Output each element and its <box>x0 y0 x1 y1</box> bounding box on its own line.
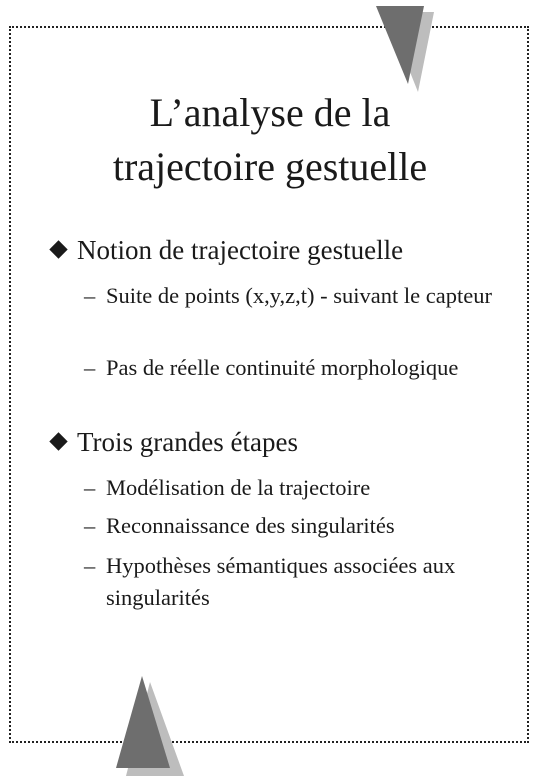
bullet-label: Notion de trajectoire gestuelle <box>77 235 404 265</box>
dash-bullet-icon: – <box>84 475 96 500</box>
slide-title <box>40 86 500 194</box>
sub-bullet-item <box>84 550 504 614</box>
sub-bullet-item <box>84 280 504 312</box>
sub-bullet-label: Modélisation de la trajectoire <box>106 475 371 500</box>
dash-bullet-icon: – <box>84 355 96 380</box>
bullet-item <box>48 234 518 266</box>
slide-title-line-2: trajectoire gestuelle <box>112 144 428 189</box>
dash-bullet-icon: – <box>84 283 96 308</box>
diamond-bullet-icon <box>49 432 67 450</box>
bullet-label: Trois grandes étapes <box>77 427 298 457</box>
dash-bullet-icon: – <box>84 513 96 538</box>
decorative-triangle-top <box>372 6 434 92</box>
bullet-item <box>48 426 518 458</box>
sub-bullet-label: Reconnaissance des singularités <box>106 513 395 538</box>
sub-bullet-item <box>84 472 504 504</box>
sub-bullet-label: Suite de points (x,y,z,t) - suivant le capteur <box>106 283 492 308</box>
sub-bullet-label: Pas de réelle continuité morphologique <box>106 355 459 380</box>
sub-bullet-item <box>84 352 504 384</box>
diamond-bullet-icon <box>49 240 67 258</box>
sub-bullet-label: Hypothèses sémantiques associées aux singularités <box>106 553 456 610</box>
decorative-triangle-bottom <box>112 676 184 776</box>
sub-bullet-item <box>84 510 504 542</box>
slide-title-line-1: L’analyse de la <box>149 90 391 135</box>
dash-bullet-icon: – <box>84 553 96 578</box>
